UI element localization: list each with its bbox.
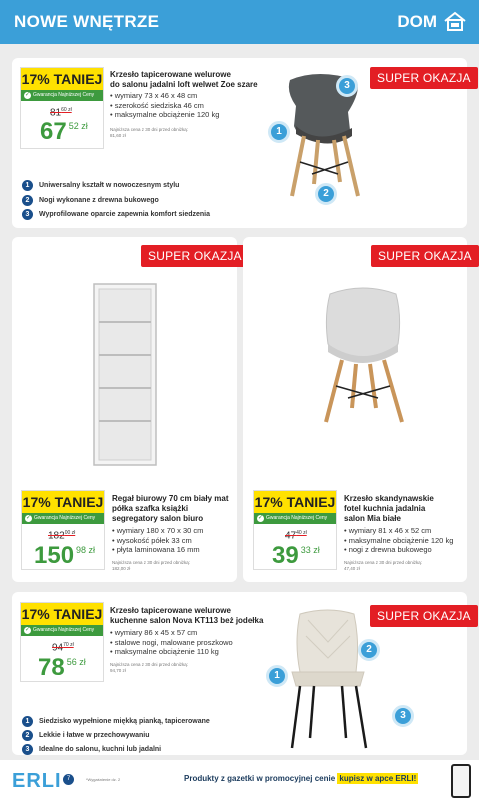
discount-label: 17% TANIEJ xyxy=(21,603,103,625)
new-price: 39 $^{33 zł}$ xyxy=(272,542,320,569)
lowest-price-note: Najniższa cena z 30 dni przed obniżką: 81,60 zł xyxy=(110,127,189,138)
erli-logo: ERLI xyxy=(12,770,62,792)
product-specs: • wymiary 180 x 70 x 30 cm • wysokość półek 33 cm • płyta laminowana 16 mm xyxy=(112,526,203,555)
callout-bubble-1: 1 xyxy=(266,665,288,687)
page-title: NOWE WNĘTRZE xyxy=(14,12,160,31)
house-icon xyxy=(443,11,467,31)
old-price: $47^{40 zł}$ xyxy=(285,530,307,542)
phone-icon xyxy=(451,764,471,798)
callout-bubble-3: 3 xyxy=(392,705,414,727)
super-okazja-badge: SUPER OKAZJA xyxy=(371,245,479,267)
product-name: Krzesło skandynawskie fotel kuchnia jadalnia salon Mia białe xyxy=(344,494,434,523)
old-price: $94^{70 zł}$ xyxy=(52,642,74,654)
new-price: 78 $^{56 zł}$ xyxy=(38,654,86,681)
product-specs: • wymiary 86 x 45 x 57 cm • stalowe nogi, malowane proszkowo • maksymalne obciążenie 110 kg xyxy=(110,628,233,657)
check-icon: ✓ xyxy=(25,515,32,521)
guarantee-strip: ✓ Gwarancja Najniższej Ceny xyxy=(21,625,103,636)
bookshelf-image xyxy=(92,282,158,467)
callout-bubble-2: 2 xyxy=(358,639,380,661)
product-name: Regał biurowy 70 cm biały mat półka szafka książki segregatory salon biuro xyxy=(112,494,229,523)
feature-item-3: 3 Wyprofilowane oparcie zapewnia komfort siedzenia xyxy=(22,209,210,220)
chair-image-1 xyxy=(278,70,374,200)
callout-bubble-3: 3 xyxy=(336,75,358,97)
old-price: $182^{00 zł}$ xyxy=(48,530,76,542)
chair-image-4 xyxy=(282,606,374,752)
check-icon: ✓ xyxy=(257,515,264,521)
page-footer xyxy=(0,760,479,800)
lowest-price-note: Najniższa cena z 30 dni przed obniżką: 47,40 zł xyxy=(344,560,423,571)
product-name: Krzesło tapicerowane welurowe do salonu jadalni loft welwet Zoe szare xyxy=(110,70,258,89)
product-specs: • wymiary 81 x 46 x 52 cm • maksymalne obciążenie 120 kg • nogi z drewna bukowego xyxy=(344,526,453,555)
lowest-price-note: Najniższa cena z 30 dni przed obniżką: 94,70 zł xyxy=(110,662,189,673)
feature-item-3: 3 Idealne do salonu, kuchni lub jadalni xyxy=(22,744,161,755)
chair-image-3 xyxy=(316,286,410,426)
super-okazja-badge: SUPER OKAZJA xyxy=(370,67,478,89)
callout-bubble-1: 1 xyxy=(268,121,290,143)
lowest-price-note: Najniższa cena z 30 dni przed obniżką: 182,00 zł xyxy=(112,560,191,571)
feature-item-1: 1 Uniwersalny kształt w nowoczesnym stylu xyxy=(22,180,179,191)
super-okazja-badge: SUPER OKAZJA xyxy=(370,605,478,627)
feature-item-2: 2 Lekkie i łatwe w przechowywaniu xyxy=(22,730,149,741)
new-price: 67 $^{52 zł}$ xyxy=(40,118,88,145)
page-number: 7 xyxy=(63,774,74,785)
category-label: DOM xyxy=(397,12,437,31)
check-icon: ✓ xyxy=(24,627,31,633)
product-name: Krzesło tapicerowane welurowe kuchenne salon Nova KT113 beż jodełka xyxy=(110,606,264,625)
footer-promo: Produkty z gazetki w promocyjnej cenie kupisz w apce ERLI! xyxy=(184,774,417,783)
discount-label: 17% TANIEJ xyxy=(21,68,103,90)
product-specs: • wymiary 73 x 46 x 48 cm • szerokość siedziska 46 cm • maksymalne obciążenie 120 kg xyxy=(110,91,219,120)
callout-bubble-2: 2 xyxy=(315,183,337,205)
super-okazja-badge: SUPER OKAZJA xyxy=(141,245,249,267)
old-price: $81^{60 zł}$ xyxy=(50,107,72,119)
app-highlight: kupisz w apce ERLI! xyxy=(339,774,417,783)
footnote: *Wygaśnienie dz. 2 xyxy=(86,777,121,782)
page-header xyxy=(0,0,479,44)
discount-label: 17% TANIEJ xyxy=(22,491,104,513)
discount-label: 17% TANIEJ xyxy=(254,491,336,513)
feature-item-2: 2 Nogi wykonane z drewna bukowego xyxy=(22,195,159,206)
check-icon: ✓ xyxy=(24,92,31,98)
guarantee-strip: ✓ Gwarancja Najniższej Ceny xyxy=(21,90,103,101)
new-price: 150 $^{98 zł}$ xyxy=(34,542,96,569)
guarantee-strip: ✓ Gwarancja Najniższej Ceny xyxy=(22,513,104,524)
feature-item-1: 1 Siedzisko wypełnione miękką pianką, tapicerowane xyxy=(22,716,210,727)
guarantee-strip: ✓ Gwarancja Najniższej Ceny xyxy=(254,513,336,524)
